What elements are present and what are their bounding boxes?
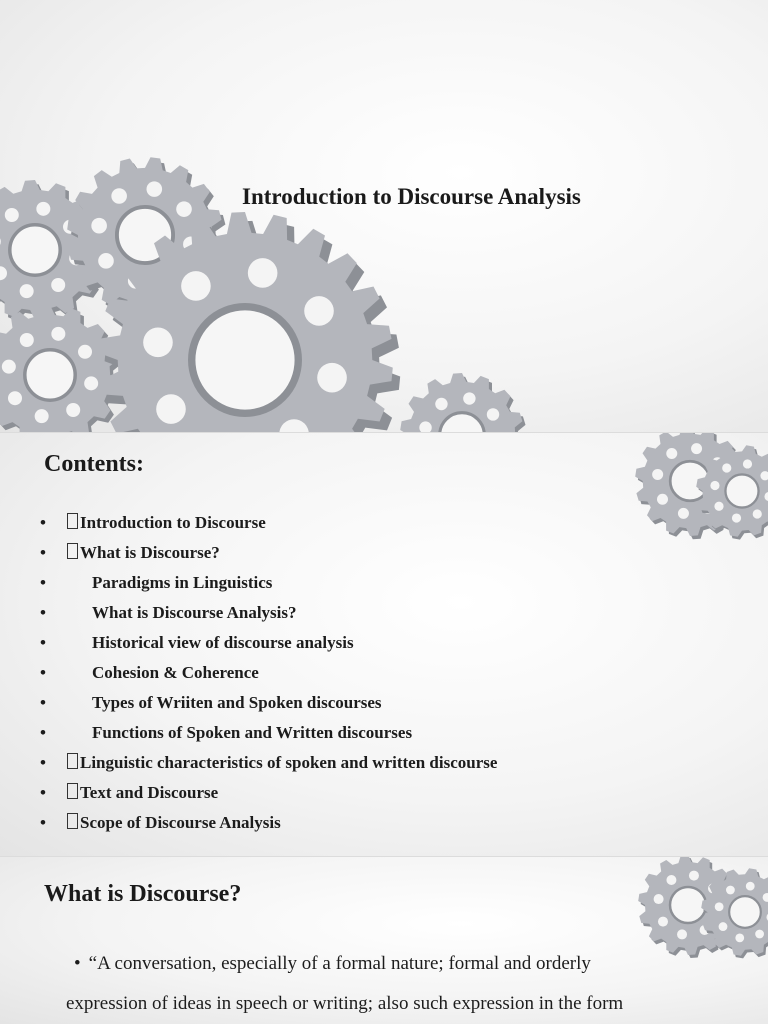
contents-item bbox=[40, 513, 497, 543]
missing-glyph-icon bbox=[67, 513, 78, 529]
missing-glyph-icon bbox=[67, 813, 78, 829]
contents-item bbox=[40, 603, 497, 633]
contents-item-label: Linguistic characteristics of spoken and written discourse bbox=[80, 753, 498, 772]
contents-item bbox=[40, 663, 497, 693]
contents-item bbox=[40, 723, 497, 753]
contents-item bbox=[40, 753, 497, 783]
contents-item-label: Historical view of discourse analysis bbox=[92, 633, 354, 652]
contents-item-label: Cohesion & Coherence bbox=[92, 663, 259, 682]
bullet-icon: • bbox=[40, 513, 46, 532]
bullet-icon: • bbox=[40, 723, 46, 742]
contents-item bbox=[40, 633, 497, 663]
quote-bullet-line bbox=[74, 953, 591, 975]
bullet-icon: • bbox=[40, 693, 46, 712]
gear-icon bbox=[400, 373, 527, 432]
missing-glyph-icon bbox=[67, 543, 78, 559]
contents-item-label: Functions of Spoken and Written discourses bbox=[92, 723, 413, 742]
contents-item bbox=[40, 573, 497, 603]
bullet-icon: • bbox=[74, 953, 81, 974]
contents-item-label: Types of Wriiten and Spoken discourses bbox=[92, 693, 382, 712]
contents-item-label: Introduction to Discourse bbox=[80, 513, 266, 532]
bullet-icon: • bbox=[40, 813, 46, 832]
contents-item bbox=[40, 783, 497, 813]
contents-item-label: Scope of Discourse Analysis bbox=[80, 813, 281, 832]
bullet-icon: • bbox=[40, 603, 46, 622]
quote-text-line-1: “A conversation, especially of a formal nature; formal and orderly bbox=[88, 953, 591, 974]
bullet-icon: • bbox=[40, 573, 46, 592]
contents-item-label: Text and Discourse bbox=[80, 783, 219, 802]
bullet-icon: • bbox=[40, 663, 46, 682]
quote-text-line-2: expression of ideas in speech or writing; also such expression in the form bbox=[66, 993, 624, 1014]
contents-heading: Contents: bbox=[44, 451, 144, 477]
contents-item-label: Paradigms in Linguistics bbox=[92, 573, 273, 592]
bullet-icon: • bbox=[40, 633, 46, 652]
contents-item-label: What is Discourse? bbox=[80, 543, 220, 562]
contents-item bbox=[40, 813, 497, 843]
gear-cluster-icon bbox=[0, 0, 768, 432]
slide-what-is-discourse bbox=[0, 857, 768, 1024]
slide-title bbox=[0, 0, 768, 432]
missing-glyph-icon bbox=[67, 783, 78, 799]
presentation-title: Introduction to Discourse Analysis bbox=[242, 184, 581, 209]
contents-item-label: What is Discourse Analysis? bbox=[92, 603, 297, 622]
contents-item bbox=[40, 693, 497, 723]
section-heading: What is Discourse? bbox=[44, 881, 242, 907]
missing-glyph-icon bbox=[67, 753, 78, 769]
contents-list bbox=[40, 513, 497, 843]
bullet-icon: • bbox=[40, 783, 46, 802]
bullet-icon: • bbox=[40, 753, 46, 772]
contents-item bbox=[40, 543, 497, 573]
gear-icon bbox=[0, 305, 123, 432]
slide-contents bbox=[0, 433, 768, 856]
bullet-icon: • bbox=[40, 543, 46, 562]
